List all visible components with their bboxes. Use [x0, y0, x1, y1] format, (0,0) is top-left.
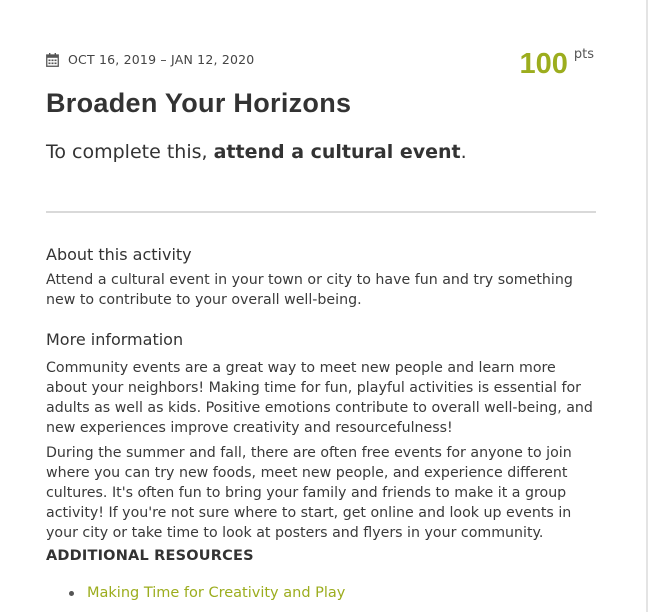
about-heading: About this activity — [46, 245, 192, 264]
divider — [46, 211, 596, 213]
more-info-heading: More information — [46, 330, 184, 349]
date-range-text: OCT 16, 2019 – JAN 12, 2020 — [68, 52, 255, 67]
task-action: attend a cultural event — [213, 141, 461, 163]
task-suffix: . — [460, 141, 467, 163]
more-info-paragraph-1: Community events are a great way to meet new people and learn more about your neighbors! Making time for fun, playful activities is essential for adults as well as kids. Positive emotions contribute to overall well-being, and new experiences improve creativity and resourcefulness! — [46, 360, 593, 436]
resources-heading: ADDITIONAL RESOURCES — [46, 548, 254, 564]
task-prefix: To complete this, — [46, 141, 214, 163]
list-item — [46, 583, 345, 603]
more-info-paragraph-2: During the summer and fall, there are often free events for anyone to join where you can try new foods, meet new people, and experience different cultures. It's often fun to bring your family and friends to make it a group activity! If you're not sure where to start, get online and look up events in your city or take time to look at posters and flyers in your community. — [46, 445, 572, 541]
resources-list — [46, 583, 345, 603]
about-text: Attend a cultural event in your town or city to have fun and try something new to contribute to your overall well-being. — [46, 272, 573, 308]
points-badge — [519, 46, 594, 82]
bullet-icon — [69, 591, 74, 596]
activity-task — [46, 141, 467, 163]
activity-meta — [46, 47, 596, 82]
activity-title: Broaden Your Horizons — [46, 88, 352, 118]
points-value: 100 — [519, 48, 568, 80]
calendar-icon — [46, 53, 59, 67]
points-unit: pts — [573, 47, 594, 62]
date-range — [46, 52, 254, 67]
resource-link-creativity-play[interactable]: Making Time for Creativity and Play — [87, 585, 346, 601]
